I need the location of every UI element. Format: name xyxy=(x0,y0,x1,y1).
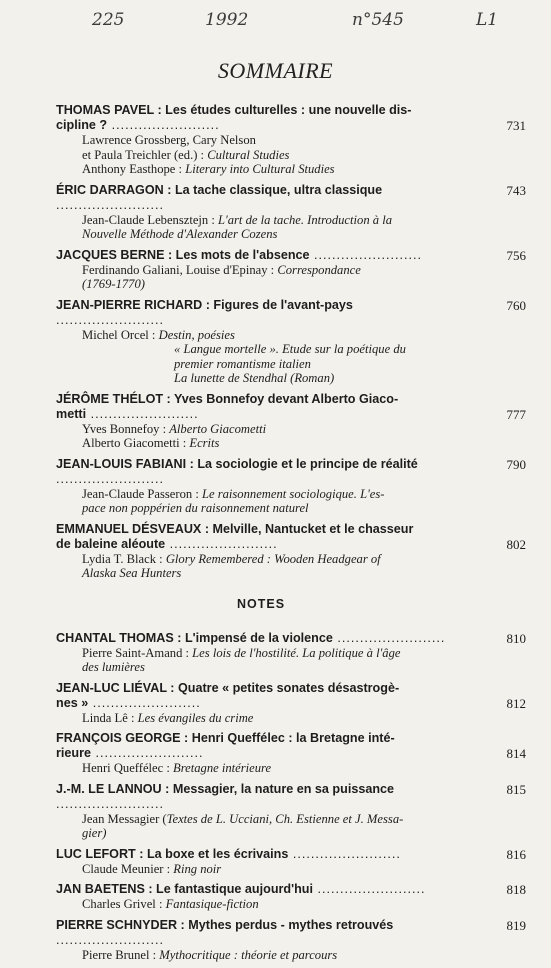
entry-reviewed-works xyxy=(56,761,526,776)
dot-leader: ........................ xyxy=(56,312,164,327)
reviewed-title: Glory Remembered : Wooden Headgear of xyxy=(165,551,381,566)
entry-reviewed-works xyxy=(56,812,526,841)
entry-reviewed-works xyxy=(56,263,526,292)
page-number: 816 xyxy=(506,846,526,862)
entry-reviewed-works xyxy=(56,646,526,675)
notes-entries xyxy=(56,631,526,963)
reviewed-title: Les lois de l'hostilité. La politique à l'âge xyxy=(192,645,401,660)
entry-heading-text: JEAN-LUC LIÉVAL : Quatre « petites sonates désastrogè- xyxy=(56,680,400,695)
reviewed-author: Pierre Brunel : xyxy=(82,947,160,962)
entry-heading-text: ÉRIC DARRAGON : La tache classique, ultra classique xyxy=(56,182,383,197)
dot-leader: ........................ xyxy=(107,118,220,132)
entry-heading-continued: nes » xyxy=(56,695,89,710)
entry-heading-text: CHANTAL THOMAS : L'impensé de la violence xyxy=(56,630,333,645)
handwritten-year: 1992 xyxy=(205,10,249,30)
main-entries xyxy=(56,103,526,581)
reviewed-line xyxy=(82,501,466,516)
reviewed-line xyxy=(82,422,466,437)
reviewed-line xyxy=(82,826,466,841)
toc-entry xyxy=(56,522,526,581)
reviewed-author: et Paula Treichler (ed.) : xyxy=(82,147,208,162)
entry-heading xyxy=(56,918,526,948)
entry-reviewed-works xyxy=(56,213,526,242)
reviewed-line xyxy=(82,948,466,963)
reviewed-title: Ring noir xyxy=(173,861,222,876)
reviewed-line xyxy=(82,277,466,292)
entry-reviewed-works xyxy=(56,552,526,581)
reviewed-line xyxy=(82,133,466,148)
reviewed-author: Jean-Claude Lebensztejn : xyxy=(82,212,219,227)
toc-entry xyxy=(56,298,526,386)
page-number: 819 xyxy=(506,917,526,933)
entry-reviewed-works xyxy=(56,862,526,877)
reviewed-line xyxy=(82,436,466,451)
entry-heading-text: EMMANUEL DÉSVEAUX : Melville, Nantucket et le chasseur xyxy=(56,521,414,536)
toc-entry xyxy=(56,631,526,675)
reviewed-line xyxy=(82,227,466,242)
toc-entry xyxy=(56,392,526,451)
reviewed-title: gier) xyxy=(82,826,107,840)
reviewed-line xyxy=(82,862,466,877)
reviewed-line xyxy=(82,328,466,343)
entry-heading-continued: rieure xyxy=(56,746,92,760)
dot-leader: ........................ xyxy=(165,536,278,551)
entry-heading-text: PIERRE SCHNYDER : Mythes perdus - mythes retrouvés xyxy=(56,917,394,932)
entry-heading xyxy=(56,847,526,862)
page-number: 815 xyxy=(506,781,526,797)
entry-heading xyxy=(56,457,526,487)
toc-entry xyxy=(56,782,526,841)
entry-reviewed-works xyxy=(56,422,526,451)
page-number: 743 xyxy=(506,182,526,198)
entry-heading-text: J.-M. LE LANNOU : Messagier, la nature en sa puissance xyxy=(56,781,395,796)
reviewed-title: Les évangiles du crime xyxy=(137,710,254,725)
page-title: SOMMAIRE xyxy=(217,58,334,83)
entry-heading-text: JACQUES BERNE : Les mots de l'absence xyxy=(56,247,310,262)
reviewed-author: Ferdinando Galiani, Louise d'Epinay : xyxy=(82,262,278,277)
entry-heading xyxy=(56,103,526,133)
page-number: 802 xyxy=(506,536,526,552)
reviewed-author: Charles Grivel : xyxy=(82,897,166,911)
reviewed-author: Linda Lê : xyxy=(82,710,138,725)
entry-heading-text: JEAN-LOUIS FABIANI : La sociologie et le principe de réalité xyxy=(56,456,418,471)
page-number: 777 xyxy=(506,406,526,422)
dot-leader: ........................ xyxy=(56,796,164,811)
handwritten-mark: L1 xyxy=(476,10,499,30)
reviewed-title: pace non poppérien du raisonnement naturel xyxy=(82,501,309,515)
entry-heading-text: JÉRÔME THÉLOT : Yves Bonnefoy devant Alberto Giaco- xyxy=(56,391,399,406)
page-number: 810 xyxy=(506,630,526,646)
dot-leader: ........................ xyxy=(91,746,204,760)
reviewed-title: Literary into Cultural Studies xyxy=(185,162,335,176)
reviewed-title: Correspondance xyxy=(277,262,361,277)
entry-heading-continued: cipline ? xyxy=(56,118,108,132)
page-number: 812 xyxy=(506,695,526,711)
toc-entry xyxy=(56,248,526,292)
entry-heading xyxy=(56,731,526,761)
reviewed-title: Fantasique-fiction xyxy=(165,897,259,911)
reviewed-title: (1769-1770) xyxy=(82,277,145,291)
reviewed-title-indented: « Langue mortelle ». Etude sur la poétique du xyxy=(174,342,406,356)
entry-heading-text: LUC LEFORT : La boxe et les écrivains xyxy=(56,846,289,861)
reviewed-line xyxy=(82,812,466,827)
dot-leader: ........................ xyxy=(309,247,423,262)
reviewed-line xyxy=(82,646,466,661)
toc-entry xyxy=(56,882,526,912)
entry-reviewed-works xyxy=(56,487,526,516)
reviewed-line xyxy=(82,566,466,581)
reviewed-title: Ecrits xyxy=(189,436,220,450)
reviewed-title-indented: premier romantisme italien xyxy=(174,356,311,371)
reviewed-title: Alberto Giacometti xyxy=(169,421,267,436)
reviewed-title: des lumières xyxy=(82,660,145,674)
reviewed-author: Lawrence Grossberg, Cary Nelson xyxy=(82,133,256,147)
entry-heading xyxy=(56,183,526,213)
toc-entry xyxy=(56,681,526,726)
reviewed-title: L'art de la tache. Introduction à la xyxy=(218,212,393,227)
toc-entry xyxy=(56,457,526,516)
reviewed-line xyxy=(82,162,466,177)
reviewed-line xyxy=(82,213,466,228)
entry-heading xyxy=(56,681,526,711)
entry-heading-continued: de baleine aléoute xyxy=(56,536,166,551)
entry-heading xyxy=(56,782,526,812)
entry-heading xyxy=(56,882,526,897)
entry-heading xyxy=(56,248,526,263)
reviewed-title: Le raisonnement sociologique. L'es- xyxy=(201,486,385,501)
entry-heading xyxy=(56,298,526,328)
page-number: 756 xyxy=(506,247,526,263)
toc-entry xyxy=(56,731,526,776)
entry-reviewed-works xyxy=(56,897,526,912)
entry-heading xyxy=(56,631,526,646)
reviewed-line xyxy=(82,660,466,675)
notes-heading: NOTES xyxy=(236,596,286,611)
entry-heading-text: FRANÇOIS GEORGE : Henri Queffélec : la Bretagne inté- xyxy=(56,731,395,745)
reviewed-author: Alberto Giacometti : xyxy=(82,436,190,450)
dot-leader: ........................ xyxy=(313,882,426,896)
entry-heading xyxy=(56,522,526,552)
page-number: 760 xyxy=(506,297,526,313)
reviewed-line xyxy=(82,263,466,278)
dot-leader: ........................ xyxy=(332,630,446,645)
reviewed-line xyxy=(82,148,466,163)
page-number: 790 xyxy=(506,456,526,472)
reviewed-author: Anthony Easthope : xyxy=(82,162,186,176)
entry-reviewed-works xyxy=(56,328,526,386)
reviewed-line xyxy=(82,487,466,502)
dot-leader: ........................ xyxy=(56,932,164,947)
toc-entry xyxy=(56,918,526,963)
reviewed-line xyxy=(82,552,466,567)
reviewed-title-indented: La lunette de Stendhal (Roman) xyxy=(174,371,335,385)
handwritten-issue: n°545 xyxy=(352,10,404,30)
reviewed-title: Textes de L. Ucciani, Ch. Estienne et J. Messa- xyxy=(166,811,404,826)
reviewed-title: Mythocritique : théorie et parcours xyxy=(159,947,338,962)
toc-entry xyxy=(56,847,526,877)
dot-leader: ........................ xyxy=(56,471,164,486)
reviewed-line xyxy=(82,897,466,912)
reviewed-author: Jean-Claude Passeron : xyxy=(82,486,202,501)
reviewed-author: Lydia T. Black : xyxy=(82,551,166,566)
reviewed-title: Cultural Studies xyxy=(207,147,290,162)
dot-leader: ........................ xyxy=(288,846,401,861)
reviewed-author: Henri Queffélec : xyxy=(82,761,174,775)
entry-heading xyxy=(56,392,526,422)
toc-entry xyxy=(56,103,526,177)
reviewed-title: Destin, poésies xyxy=(158,327,235,342)
reviewed-title: Bretagne intérieure xyxy=(173,761,272,775)
dot-leader: ........................ xyxy=(86,406,199,421)
page-number: 731 xyxy=(506,118,526,133)
entry-heading-text: THOMAS PAVEL : Les études culturelles : une nouvelle dis- xyxy=(56,103,412,117)
page-number: 814 xyxy=(506,746,526,761)
reviewed-author: Yves Bonnefoy : xyxy=(82,421,170,436)
entry-reviewed-works xyxy=(56,133,526,177)
reviewed-line xyxy=(82,711,466,726)
reviewed-title: Alaska Sea Hunters xyxy=(82,566,182,580)
reviewed-author: Claude Meunier : xyxy=(82,861,174,876)
entry-reviewed-works xyxy=(56,711,526,726)
entry-reviewed-works xyxy=(56,948,526,963)
toc-entry xyxy=(56,183,526,242)
entry-heading-continued: metti xyxy=(56,406,87,421)
dot-leader: ........................ xyxy=(88,695,201,710)
handwritten-number-1: 225 xyxy=(92,10,125,30)
reviewed-author: Pierre Saint-Amand : xyxy=(82,645,193,660)
dot-leader: ........................ xyxy=(56,197,164,212)
reviewed-line xyxy=(82,761,466,776)
table-of-contents xyxy=(56,103,526,968)
page-number: 818 xyxy=(506,882,526,897)
entry-heading-text: JAN BAETENS : Le fantastique aujourd'hui xyxy=(56,882,313,896)
entry-heading-text: JEAN-PIERRE RICHARD : Figures de l'avant-pays xyxy=(56,297,353,312)
reviewed-author: Jean Messagier ( xyxy=(82,811,167,826)
reviewed-title: Nouvelle Méthode d'Alexander Cozens xyxy=(82,227,278,241)
reviewed-author: Michel Orcel : xyxy=(82,327,159,342)
